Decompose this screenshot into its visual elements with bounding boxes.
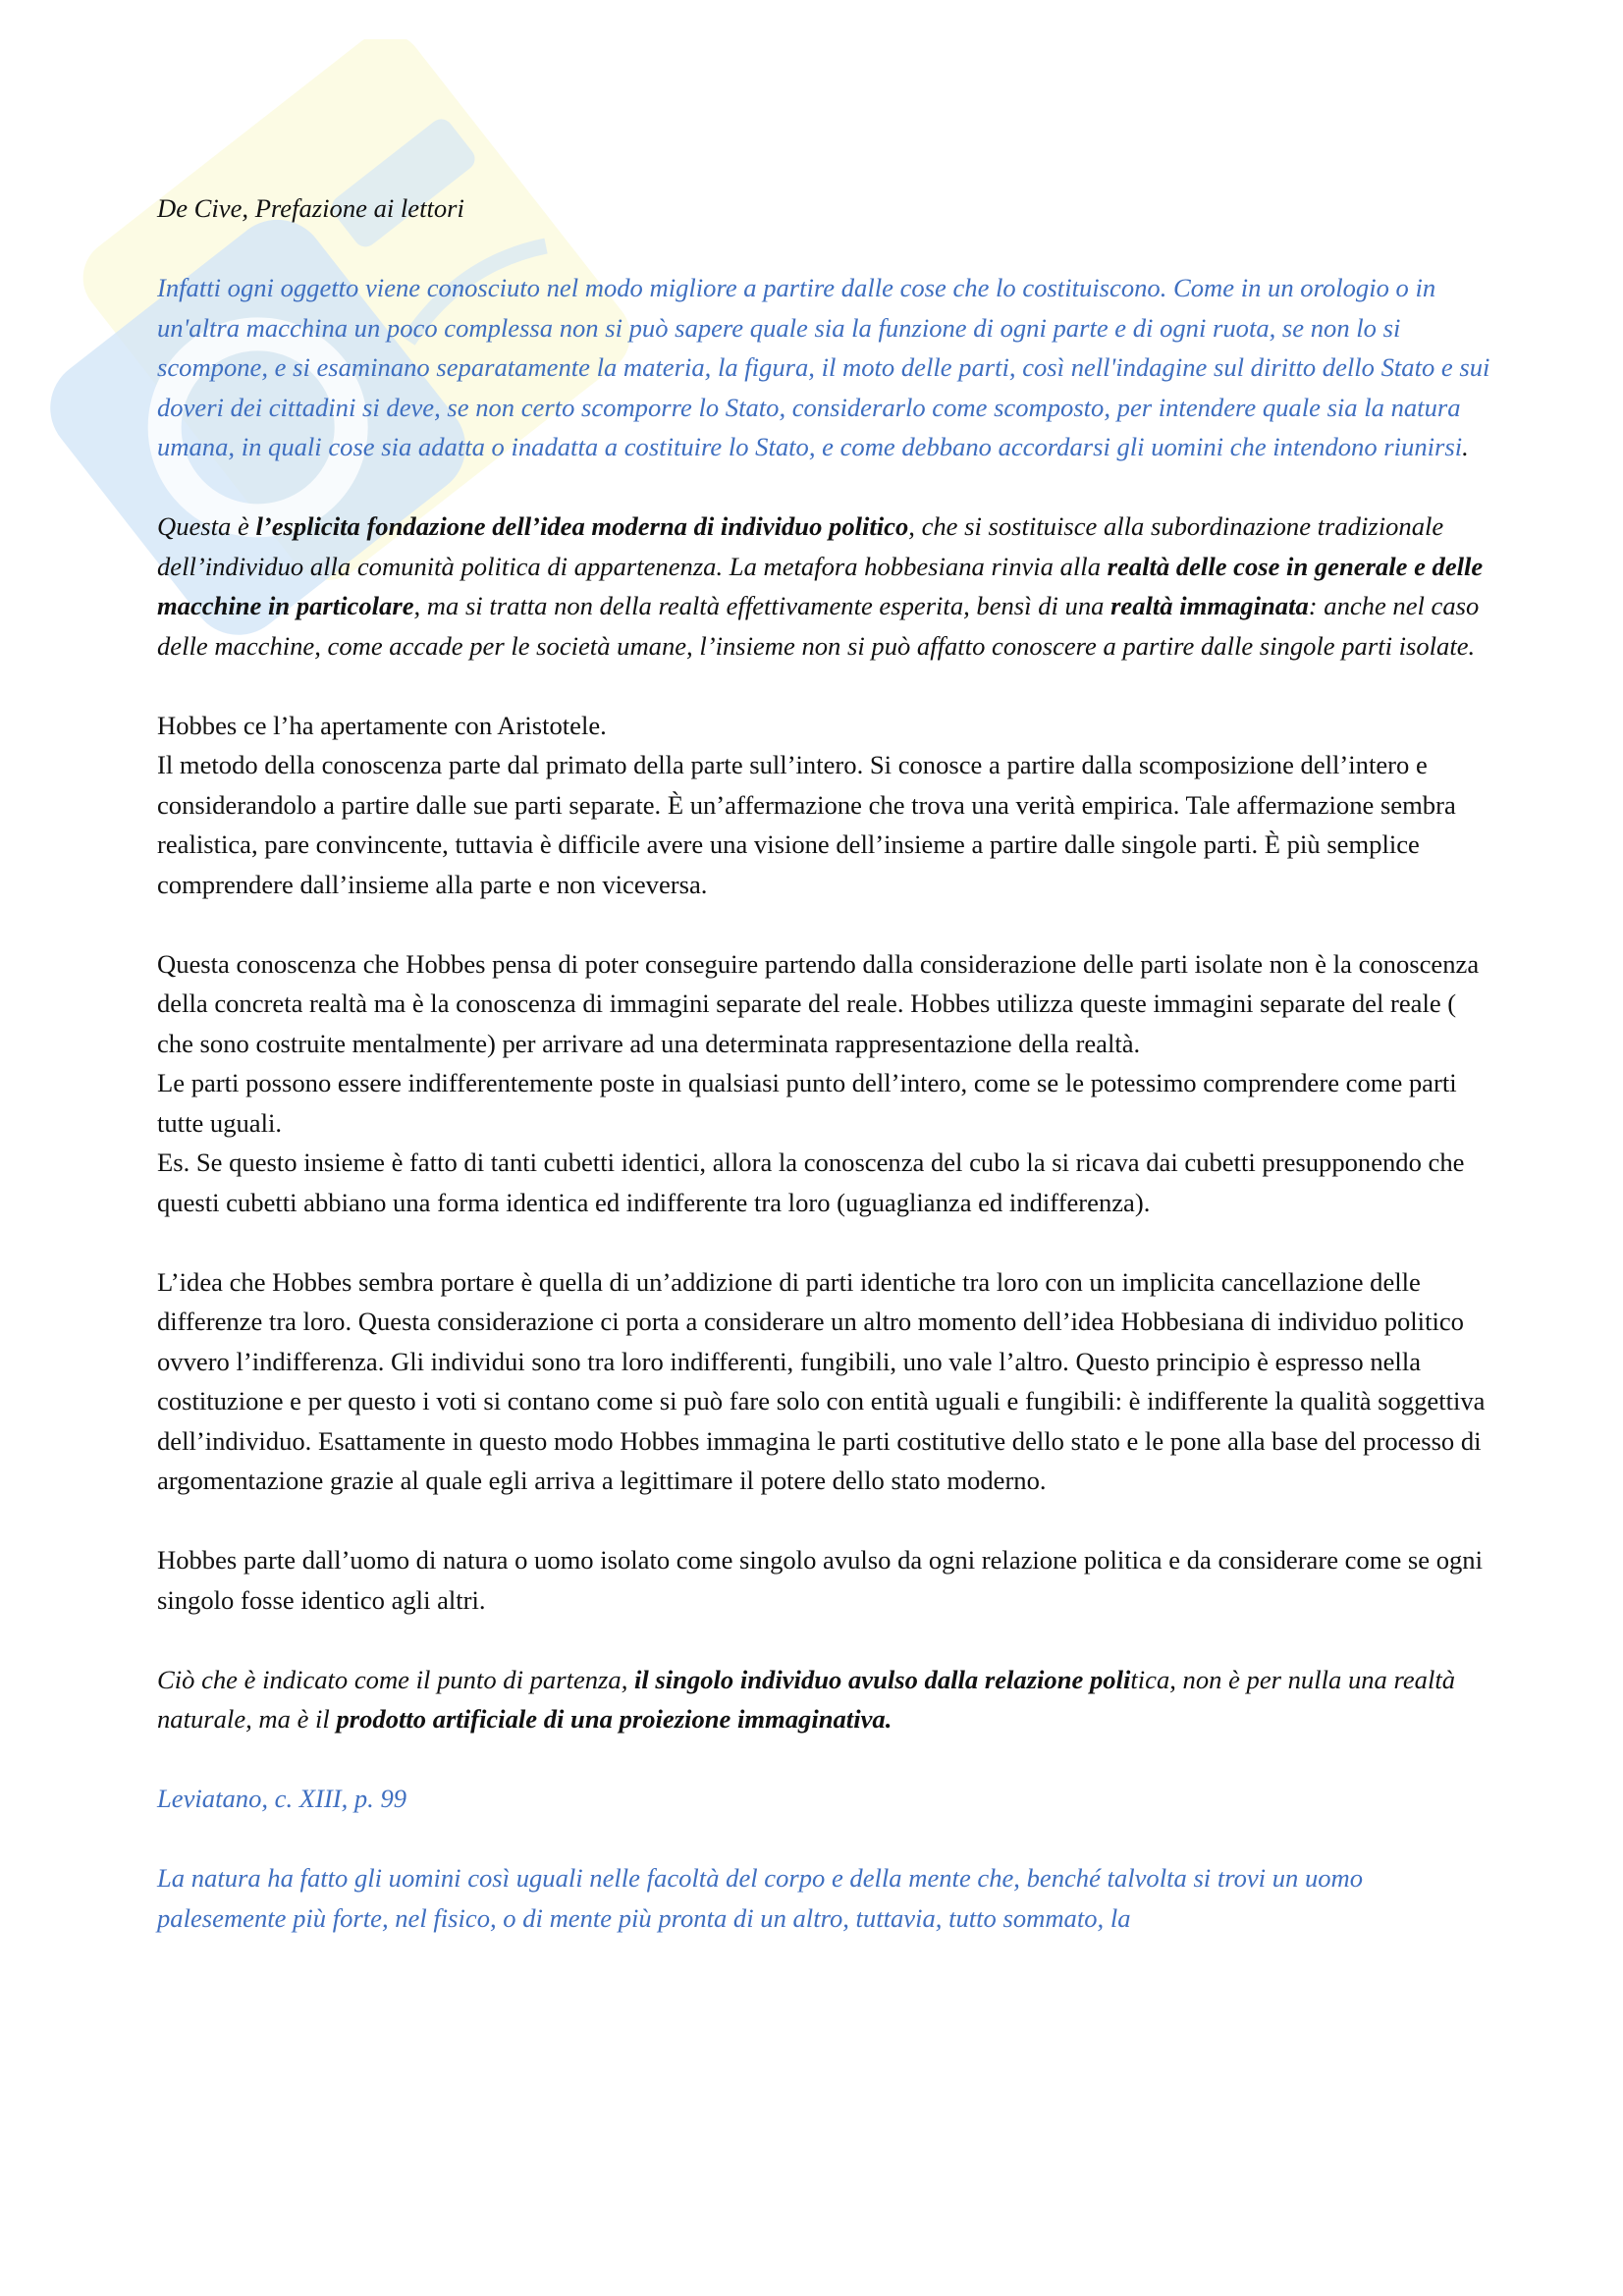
paragraph-fondazione-part2: , che si sostituisce alla subordinazione tradizionale dell’individuo alla comunità politica di appartenenza. La metafora hobbesiana rinvia alla (157, 511, 1444, 581)
paragraph-indifferenza: L’idea che Hobbes sembra portare è quella di un’addizione di parti identiche tra loro con un implicita cancellazione delle differenze tra loro. Questa considerazione ci porta a considerare un altro momento dell’idea Hobbesiana di individuo politico ovvero l’indifferenza. Gli individui sono tra loro indifferenti, fungibili, uno vale l’altro. Questo principio è espresso nella costituzione e per questo i voti si contano come si può fare solo con entità uguali e fungibili: è indifferente la qualità soggettiva dell’individuo. Esattamente in questo modo Hobbes immagina le parti costitutive dello stato e le pone alla base del processo di argomentazione grazie al quale egli arriva a legittimare il potere dello stato moderno. (157, 1266, 1486, 1495)
paragraph-aristotele-line: Hobbes ce l’ha apertamente con Aristotele. (157, 710, 607, 740)
citation-leviatano: Leviatano, c. XIII, p. 99 (157, 1784, 407, 1813)
quote-de-cive-period: . (1462, 432, 1469, 461)
emphasis-fondazione: l’esplicita fondazione dell’idea moderna di individuo politico (255, 511, 909, 541)
paragraph-punto-partenza (157, 1660, 1492, 1739)
paragraph-punto-partenza-part2: tica, non è per nulla una realtà naturale, ma è il (157, 1664, 1456, 1734)
paragraph-uomo-natura: Hobbes parte dall’uomo di natura o uomo isolato come singolo avulso da ogni relazione politica e da considerare come se ogni singolo fosse identico agli altri. (157, 1545, 1483, 1615)
paragraph-conoscenza: Questa conoscenza che Hobbes pensa di poter conseguire partendo dalla considerazione delle parti isolate non è la conoscenza della concreta realtà ma è la conoscenza di immagini separate del reale. Hobbes utilizza queste immagini separate del reale ( che sono costruite mentalmente) per arrivare ad una determinata rappresentazione della realtà. (157, 948, 1480, 1058)
quote-de-cive-text: Infatti ogni oggetto viene conosciuto nel modo migliore a partire dalle cose che lo costituiscono. Come in un orologio o in un'altra macchina un poco complessa non si può sapere quale sia la funzione di ogni parte e di ogni ruota, se non lo si scompone, e si esaminano separatamente la materia, la figura, il moto delle parti, così nell'indagine sul diritto dello Stato e sui doveri dei cittadini si deve, se non certo scomporre lo Stato, considerarlo come scomposto, per intendere quale sia la natura umana, in quali cose sia adatta o inadatta a costituire lo Stato, e come debbano accordarsi gli uomini che intendono riunirsi (157, 273, 1490, 461)
paragraph-esempio-cubetti: Es. Se questo insieme è fatto di tanti cubetti identici, allora la conoscenza del cubo la si ricava dai cubetti presupponendo che questi cubetti abbiano una forma identica ed indifferente tra loro (uguaglianza ed indifferenza). (157, 1148, 1465, 1217)
document-page (157, 188, 1492, 1938)
quote-leviatano: La natura ha fatto gli uomini così uguali nelle facoltà del corpo e della mente che, benché talvolta si trovi un uomo palesemente più forte, nel fisico, o di mente più pronta di un altro, tuttavia, tutto sommato, la (157, 1863, 1364, 1933)
emphasis-singolo-individuo: il singolo individuo avulso dalla relazione poli (634, 1664, 1131, 1694)
emphasis-prodotto-artificiale: prodotto artificiale di una proiezione immaginativa. (336, 1704, 893, 1734)
quote-de-cive (157, 268, 1492, 467)
document-title: De Cive, Prefazione ai lettori (157, 193, 464, 223)
emphasis-realta-cose: realtà delle cose in generale e delle macchine in particolare (157, 551, 1484, 620)
emphasis-realta-immaginata: realtà immaginata (1110, 591, 1309, 620)
paragraph-fondazione-part1: Questa è (157, 511, 256, 541)
paragraph-parti: Le parti possono essere indifferentemente poste in qualsiasi punto dell’intero, come se le potessimo comprendere come parti tutte uguali. (157, 1068, 1457, 1138)
paragraph-punto-partenza-part1: Ciò che è indicato come il punto di partenza, (157, 1664, 634, 1694)
paragraph-metodo: Il metodo della conoscenza parte dal primato della parte sull’intero. Si conosce a partire dalla scomposizione dell’intero e considerandolo a partire dalle sue parti separate. È un’affermazione che trova una verità empirica. Tale affermazione sembra realistica, pare convincente, tuttavia è difficile avere una visione dell’insieme a partire dalle singole parti. È più semplice comprendere dall’insieme alla parte e non viceversa. (157, 750, 1456, 899)
paragraph-fondazione (157, 507, 1492, 666)
paragraph-fondazione-part3: , ma si tratta non della realtà effettivamente esperita, bensì di una (413, 591, 1111, 620)
paragraph-fondazione-part4: : anche nel caso delle macchine, come accade per le società umane, l’insieme non si può affatto conoscere a partire dalle singole parti isolate. (157, 591, 1480, 661)
